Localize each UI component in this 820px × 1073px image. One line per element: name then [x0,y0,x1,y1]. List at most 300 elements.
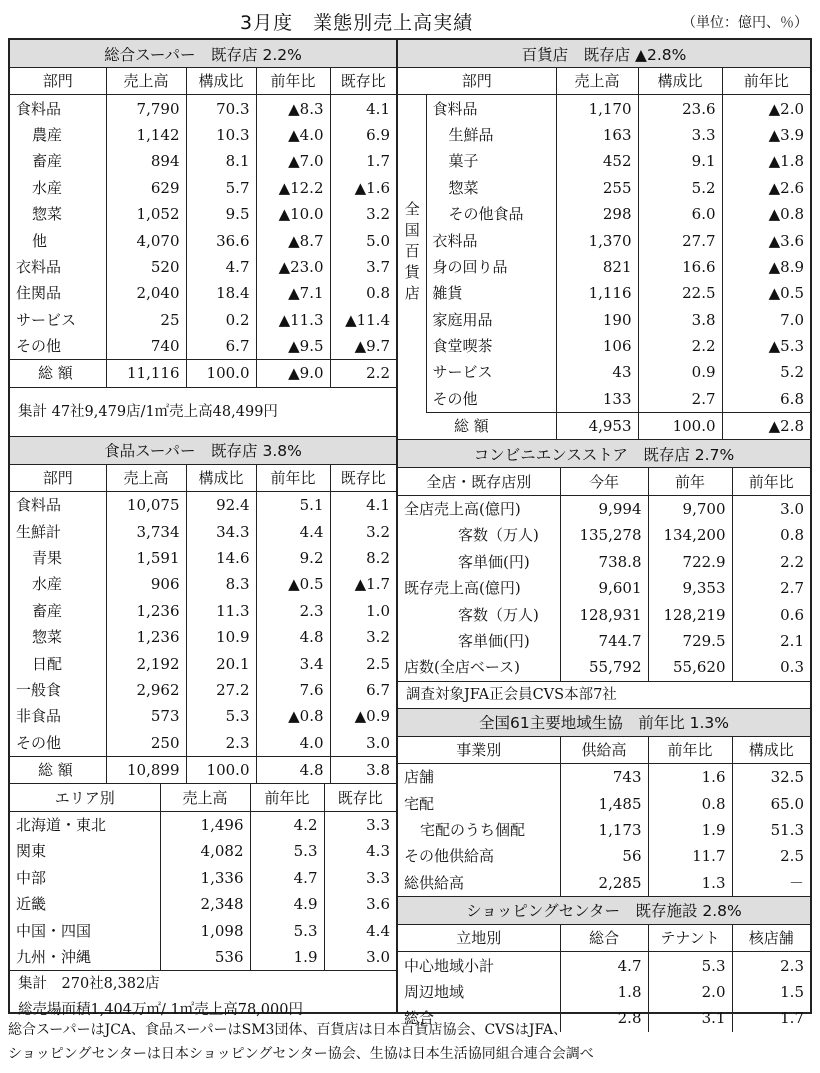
table-row [10,677,396,703]
table-row [398,843,810,869]
table-row [398,148,810,174]
header-cell: 前年比 [256,465,330,492]
table-cell: 821 [556,254,638,280]
table-row [10,122,396,148]
table-cell: 1,370 [556,227,638,253]
table-cell: 2.8 [560,1005,648,1031]
sm-area-body [10,811,396,970]
table-cell: 中部 [16,868,47,887]
table-row [398,870,810,896]
table-cell: その他食品 [448,205,524,224]
table-cell: ▲3.9 [722,122,810,148]
table-cell: ▲9.0 [256,360,330,387]
table-cell: 9,994 [560,495,648,522]
sc-table [398,925,810,1032]
table-cell: 食料品 [16,496,62,515]
cvs-header-row [398,468,810,495]
table-cell: 3.2 [330,624,396,650]
table-cell: ▲9.7 [330,333,396,360]
header-cell: 部門 [398,68,556,95]
header-cell: 既存比 [330,465,396,492]
table-cell: 客数（万人) [458,605,539,624]
table-cell: 衣料品 [16,257,62,276]
table-cell: 9,353 [648,575,732,601]
table-cell: 163 [556,122,638,148]
table-cell: 18.4 [186,280,256,306]
table-cell: 1,485 [560,790,648,816]
table-cell: 629 [106,175,186,201]
table-cell: 非食品 [16,707,62,726]
table-cell: 家庭用品 [432,310,493,329]
table-row [398,549,810,575]
header-cell: 核店舗 [732,925,810,952]
table-cell: サービス [432,363,493,382]
table-cell: 100.0 [186,756,256,783]
table-cell: ▲8.3 [256,95,330,122]
table-cell: 14.6 [186,545,256,571]
table-cell: 25 [106,307,186,333]
table-cell: 2.7 [732,575,810,601]
table-cell: 4.2 [250,811,324,838]
header-cell: 今年 [560,468,648,495]
table-cell: 0.8 [330,280,396,306]
table-cell: 3.8 [330,756,396,783]
table-row [10,811,396,838]
table-cell: 関東 [16,842,47,861]
table-cell: 4.4 [256,518,330,544]
table-cell: 4.1 [330,95,396,122]
header-cell: 既存比 [330,68,396,95]
header-cell: 構成比 [638,68,722,95]
table-cell: 3.1 [648,1005,732,1031]
table-cell: ▲7.0 [256,148,330,174]
table-cell: 5.3 [186,703,256,729]
table-cell: 0.2 [186,307,256,333]
table-cell: 16.6 [638,254,722,280]
table-cell: その他 [16,733,62,752]
table-cell: 3.0 [324,944,396,970]
table-cell: 22.5 [638,280,722,306]
table-cell: 56 [560,843,648,869]
table-cell: 100.0 [186,360,256,387]
table-row [10,227,396,253]
table-cell: 36.6 [186,227,256,253]
table-cell: 4.7 [186,254,256,280]
table-cell: 1,170 [556,95,638,122]
table-row [398,601,810,627]
table-cell: その他供給高 [404,847,495,866]
table-cell: 3.4 [256,650,330,676]
right-column [398,38,812,1028]
table-cell: 1,052 [106,201,186,227]
table-cell: 日配 [32,654,63,673]
table-cell: 4.4 [324,917,396,943]
table-cell: 2.5 [732,843,810,869]
table-row [398,763,810,790]
table-cell: 51.3 [732,817,810,843]
header-cell: 部門 [10,465,106,492]
table-cell: 宅配のうち個配 [420,820,526,839]
table-cell: 九州・沖縄 [16,947,92,966]
table-cell: サービス [16,310,77,329]
table-row [398,201,810,227]
table-row [398,307,810,333]
table-cell: 55,792 [560,654,648,680]
header-cell: 立地別 [398,925,560,952]
table-cell: 菓子 [448,152,479,171]
table-cell: ▲2.6 [722,175,810,201]
table-cell: 1,496 [160,811,250,838]
cvs-table [398,468,810,680]
header-cell: エリア別 [10,784,160,811]
table-cell: 250 [106,730,186,757]
table-cell: 農産 [32,125,63,144]
table-cell: 190 [556,307,638,333]
table-row [10,571,396,597]
header-cell: 構成比 [732,737,810,764]
table-row [10,148,396,174]
table-cell: 2,962 [106,677,186,703]
table-cell: 4,082 [160,838,250,864]
table-cell: 23.6 [638,95,722,122]
table-row [398,280,810,306]
dept-title: 百貨店 既存店 ▲2.8% [398,40,810,68]
table-cell: 中国・四国 [16,921,92,940]
table-cell: 3.6 [324,891,396,917]
table-row [10,730,396,757]
table-cell: 1.7 [330,148,396,174]
cvs-title: コンビニエンスストア 既存店 2.7% [398,439,810,468]
table-cell: 43 [556,359,638,385]
header-cell: 売上高 [106,68,186,95]
table-cell: 1.9 [250,944,324,970]
table-cell: ▲1.8 [722,148,810,174]
table-cell: ▲1.6 [330,175,396,201]
table-cell: ▲5.3 [722,333,810,359]
table-cell: 4,953 [556,413,638,440]
table-cell: 1.8 [560,979,648,1005]
table-cell: 3,734 [106,518,186,544]
table-cell: 5.2 [638,175,722,201]
header-cell: 前年 [648,468,732,495]
header-cell: 売上高 [160,784,250,811]
table-row [10,598,396,624]
table-cell: 4.8 [256,624,330,650]
header-cell: 構成比 [186,68,256,95]
table-row [10,944,396,970]
dept-total-row [398,413,810,440]
table-cell: 8.3 [186,571,256,597]
table-row [10,254,396,280]
table-cell: 畜産 [32,601,63,620]
table-row [398,979,810,1005]
table-cell: 1,142 [106,122,186,148]
table-cell: 1.3 [648,870,732,896]
table-cell: 0.8 [732,522,810,548]
footer-line: 総合スーパーはJCA、食品スーパーはSM3団体、百貨店は日本百貨店協会、CVSはJFA、 [8,1022,568,1038]
table-cell: 2.5 [330,650,396,676]
table-cell: 雑貨 [432,284,463,303]
table-cell: ▲2.8 [722,413,810,440]
sm-header-row [10,465,396,492]
table-cell: 5.1 [256,492,330,519]
table-cell: 総合 [404,1009,435,1028]
table-cell: 2.3 [732,952,810,979]
table-cell: ▲10.0 [256,201,330,227]
table-row [398,333,810,359]
table-cell: 100.0 [638,413,722,440]
table-cell: 1,116 [556,280,638,306]
table-cell: 1.5 [732,979,810,1005]
table-cell: 32.5 [732,763,810,790]
table-row [10,703,396,729]
table-cell: ▲23.0 [256,254,330,280]
table-cell: 店舗 [404,768,435,787]
table-cell: 135,278 [560,522,648,548]
header-cell: 既存比 [324,784,396,811]
table-cell: ▲2.0 [722,95,810,122]
table-cell: 3.2 [330,201,396,227]
table-cell: 2.1 [732,628,810,654]
table-cell: 2,192 [106,650,186,676]
table-cell: 27.2 [186,677,256,703]
table-row [398,227,810,253]
table-cell: 衣料品 [432,231,478,250]
table-cell: 10.3 [186,122,256,148]
cvs-note: 調査対象JFA正会員CVS本部7社 [398,681,810,708]
dept-header-row [398,68,810,95]
table-cell: 3.0 [330,730,396,757]
coop-table [398,737,810,896]
table-cell: 1.6 [648,763,732,790]
table-cell: 他 [32,231,48,250]
coop-body [398,763,810,895]
table-cell: 既存売上高(億円) [404,579,521,598]
table-cell: 2,285 [560,870,648,896]
table-cell: 全店売上高(億円) [404,500,521,519]
header-cell: 売上高 [106,465,186,492]
table-cell: 惣菜 [32,205,63,224]
gms-title: 総合スーパー 既存店 2.2% [10,40,396,68]
table-cell: 1,173 [560,817,648,843]
table-cell: 近畿 [16,895,47,914]
table-row [398,628,810,654]
table-cell: ▲12.2 [256,175,330,201]
table-row [10,280,396,306]
table-cell: 452 [556,148,638,174]
table-cell: ▲0.8 [256,703,330,729]
table-cell: 3.2 [330,518,396,544]
table-row [10,307,396,333]
table-cell: 92.4 [186,492,256,519]
table-cell: 総供給高 [404,873,465,892]
table-cell: 1,098 [160,917,250,943]
table-cell: 743 [560,763,648,790]
unit-note: （単位：億円、％） [682,15,808,31]
table-cell: 3.3 [324,811,396,838]
cvs-body [398,495,810,680]
table-cell: 畜産 [32,152,63,171]
table-cell: ▲0.5 [722,280,810,306]
table-cell: 5.3 [648,952,732,979]
table-cell: 4.3 [324,838,396,864]
table-cell: 一般食 [16,681,62,699]
table-cell: 27.7 [638,227,722,253]
left-column [8,38,398,1019]
gms-header-row [10,68,396,95]
table-cell: 総 額 [10,360,106,387]
table-cell: 10.9 [186,624,256,650]
table-cell: 中心地域小計 [404,956,495,975]
coop-title: 全国61主要地域生協 前年比 1.3% [398,708,810,737]
table-cell: 4.0 [256,730,330,757]
table-cell: 3.3 [638,122,722,148]
table-cell: 3.7 [330,254,396,280]
table-cell: 客単価(円) [458,632,530,650]
sc-title: ショッピングセンター 既存施設 2.8% [398,896,810,925]
table-cell: ▲9.5 [256,333,330,360]
table-cell: 4,070 [106,227,186,253]
sm-body [10,492,396,757]
table-row [10,492,396,519]
table-row [10,650,396,676]
table-cell: 536 [160,944,250,970]
table-cell: 宅配 [404,794,435,813]
gms-note: 集計 47社9,479店/1㎡売上高48,499円 [10,387,396,436]
sm-note-2: 総売場面積1,404万㎡/ 1㎡売上高78,000円 [18,1002,303,1019]
gms-total-row [10,360,396,387]
table-cell: 青果 [32,549,63,568]
table-row [398,790,810,816]
table-cell: 2.3 [186,730,256,757]
table-cell: 740 [106,333,186,360]
header-cell: 構成比 [186,465,256,492]
table-cell: ▲7.1 [256,280,330,306]
table-cell: 744.7 [560,628,648,654]
table-cell: 722.9 [648,549,732,575]
table-cell: 11,116 [106,360,186,387]
table-cell: 11.3 [186,598,256,624]
table-cell: 生鮮品 [448,125,494,144]
table-row [10,917,396,943]
table-row [10,624,396,650]
table-cell: 生鮮計 [16,522,62,541]
table-row [398,122,810,148]
dept-table [398,68,810,439]
sm-area-table [10,783,396,970]
table-cell: 128,931 [560,601,648,627]
table-row [10,865,396,891]
table-cell: 65.0 [732,790,810,816]
table-cell: 食料品 [432,99,478,118]
table-cell: 3.8 [638,307,722,333]
table-cell: 総 額 [10,756,106,783]
table-cell: 8.2 [330,545,396,571]
table-cell: 9,601 [560,575,648,601]
table-cell: 身の回り品 [432,257,508,276]
table-cell: 906 [106,571,186,597]
table-cell: － [732,870,810,896]
table-cell: 9,700 [648,495,732,522]
table-cell: 2.2 [638,333,722,359]
table-cell: ▲1.7 [330,571,396,597]
page-title: 3月度 業態別売上高実績 [240,12,474,34]
table-cell: 573 [106,703,186,729]
header-cell: 前年比 [732,468,810,495]
table-row [10,95,396,122]
table-cell: 周辺地域 [404,982,465,1001]
table-cell: 1.0 [330,598,396,624]
gms-body [10,95,396,360]
footer-line: ショッピングセンターは日本ショッピングセンター協会、生協は日本生活協同組合連合会調べ [8,1046,594,1062]
table-cell: 2,040 [106,280,186,306]
table-cell: 客数（万人) [458,526,539,545]
table-cell: 9.2 [256,545,330,571]
table-cell: 4.7 [250,865,324,891]
table-cell: 4.8 [256,756,330,783]
table-cell: 9.1 [638,148,722,174]
table-cell: 70.3 [186,95,256,122]
table-cell: ▲11.4 [330,307,396,333]
table-row [398,175,810,201]
table-row [10,201,396,227]
sm-title: 食品スーパー 既存店 3.8% [10,436,396,465]
table-cell: 惣菜 [448,178,479,197]
table-cell: 5.7 [186,175,256,201]
table-cell: 2.7 [638,386,722,413]
table-cell: 1.7 [732,1005,810,1031]
table-cell: 2,348 [160,891,250,917]
table-row [398,817,810,843]
table-cell: ▲11.3 [256,307,330,333]
header-cell: 部門 [10,68,106,95]
sm-total-row [10,756,396,783]
table-row [10,891,396,917]
table-cell: 0.3 [732,654,810,680]
table-cell: 20.1 [186,650,256,676]
table-cell: 1,236 [106,624,186,650]
table-cell: その他 [16,337,62,356]
header-cell: 事業別 [398,737,560,764]
table-cell: 11.7 [648,843,732,869]
table-cell: 4.9 [250,891,324,917]
table-cell: 2.2 [330,360,396,387]
table-cell: 食料品 [16,99,62,118]
table-cell: 水産 [32,178,63,197]
table-cell: ▲0.5 [256,571,330,597]
table-cell: 1.9 [648,817,732,843]
table-cell: 1,236 [106,598,186,624]
table-cell: 0.6 [732,601,810,627]
table-cell: 10,075 [106,492,186,519]
table-cell: 店数(全店ベース) [404,658,520,677]
table-cell: 6.8 [722,386,810,413]
sc-header-row [398,925,810,952]
table-cell: 9.5 [186,201,256,227]
table-row [398,254,810,280]
header-cell: 売上高 [556,68,638,95]
table-row [398,575,810,601]
table-cell: 2.3 [256,598,330,624]
table-cell: 惣菜 [32,628,63,647]
table-cell: 738.8 [560,549,648,575]
table-row [398,495,810,522]
table-cell: 55,620 [648,654,732,680]
table-cell: ▲8.9 [722,254,810,280]
table-cell: 106 [556,333,638,359]
table-cell: 2.2 [732,549,810,575]
blank-cell [398,413,426,440]
